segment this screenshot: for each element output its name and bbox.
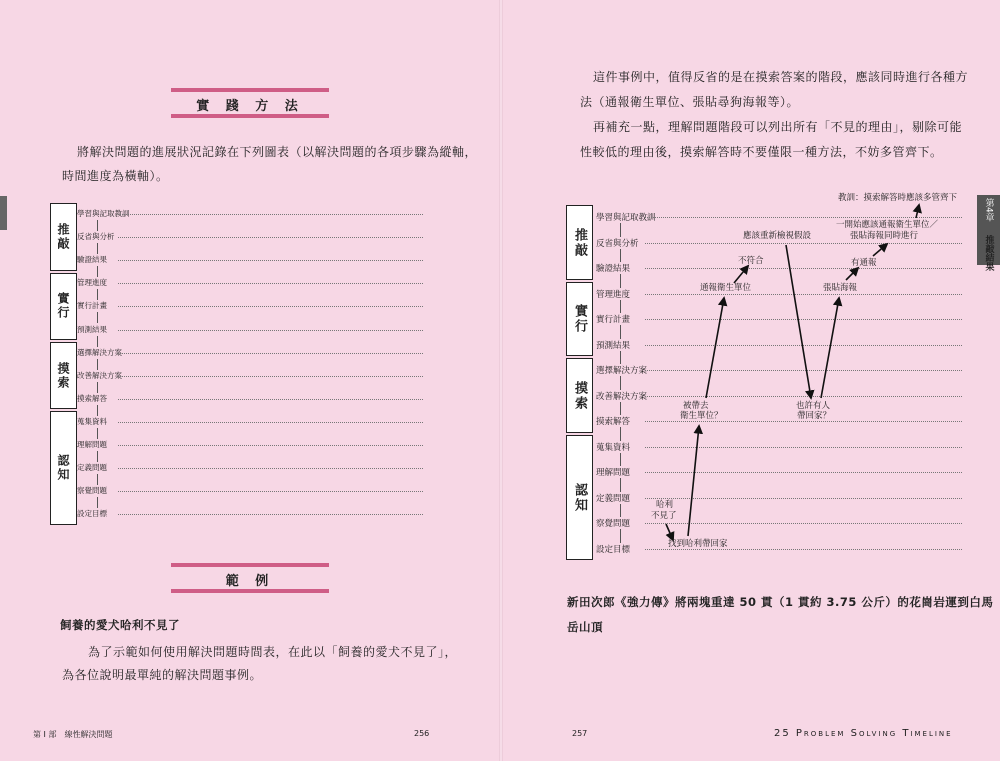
arrow-someone-to-poster — [821, 298, 839, 398]
timeline-category-label: 實行 — [572, 304, 587, 334]
arrow-news-to-parallel — [873, 244, 887, 256]
timeline-category-label: 認知 — [56, 454, 70, 483]
timeline-step-label: 選擇解決方案 — [596, 366, 648, 376]
timeline-category-label: 推敲 — [56, 223, 70, 252]
timeline-step-label: 選擇解決方案 — [77, 347, 122, 357]
example-line-2: 為各位說明最單純的解決問題事例。 — [62, 668, 263, 682]
para1-line-2: 法（通報衛生單位、張貼尋狗海報等）。 — [580, 95, 800, 109]
timeline-step-label: 學習與記取教訓 — [596, 213, 656, 223]
annotation-bring-back: 找到哈利帶回家 — [668, 539, 728, 549]
timeline-step-label: 反省與分析 — [596, 238, 639, 249]
annotation-recheck: 應該重新檢視假設 — [743, 231, 812, 241]
timeline-category-label: 推敲 — [572, 227, 587, 258]
intro-line-1: 將解決問題的進展狀況記錄在下列圖表（以解決問題的各項步驟為縱軸， — [77, 145, 478, 159]
timeline-step-label: 改善解決方案 — [596, 391, 648, 402]
timeline-step-label: 實行計畫 — [596, 315, 631, 325]
annotation-has-news: 有通報 — [851, 258, 877, 268]
page-number-right: 257 — [572, 729, 588, 738]
timeline-step-label: 摸索解答 — [77, 393, 107, 403]
annotation-taken-2: 衛生單位？ — [680, 411, 723, 421]
timeline-step-label: 學習與記取教訓 — [77, 209, 130, 218]
timeline-step-label: 定義問題 — [596, 493, 631, 504]
timeline-step-label: 蒐集資料 — [77, 416, 107, 426]
timeline-category-label: 實行 — [56, 292, 70, 321]
arrow-notify-to-not-match — [734, 266, 748, 283]
timeline-step-label: 察覺問題 — [596, 519, 631, 529]
arrow-taken-to-notify — [706, 298, 724, 398]
annotation-taken-1: 被帶去 — [683, 401, 709, 411]
caption-line-2: 岳山頂 — [567, 620, 603, 634]
example-line-1: 為了示範如何使用解決問題時間表，在此以「飼養的愛犬不見了」， — [88, 645, 458, 659]
timeline-step-label: 理解問題 — [596, 468, 631, 478]
timeline-category-label: 摸索 — [572, 380, 587, 411]
footer-right: 25 Problem Solving Timeline — [774, 728, 953, 739]
arrow-harry-to-bring-back — [666, 524, 673, 540]
arrow-bring-back-to-taken — [688, 426, 699, 536]
annotation-harry-1: 哈利 — [656, 500, 674, 510]
arrow-recheck-to-someone — [786, 245, 811, 398]
intro-line-2: 時間進度為橫軸）。 — [62, 169, 169, 183]
annotation-post-poster: 張貼海報 — [823, 283, 858, 293]
timeline-category-label: 摸索 — [56, 361, 70, 390]
timeline-step-label: 定義問題 — [77, 463, 107, 473]
timeline-step-label: 預測結果 — [77, 324, 107, 334]
timeline-step-label: 設定目標 — [596, 544, 631, 555]
annotation-lesson: 教訓：摸索解答時應該多管齊下 — [838, 193, 958, 203]
timeline-step-label: 管理進度 — [596, 289, 631, 300]
footer-left: 第 I 部 線性解決問題 — [33, 730, 113, 739]
chapter-tab-title: 推敲結果 — [983, 235, 994, 271]
timeline-step-label: 管理進度 — [77, 278, 107, 288]
timeline-step-label: 驗證結果 — [596, 264, 631, 274]
timeline-step-label: 摸索解答 — [596, 417, 631, 427]
timeline-step-label: 預測結果 — [596, 340, 631, 351]
annotation-not-match: 不符合 — [738, 256, 764, 266]
example-heading: 範 例 — [171, 563, 329, 593]
timeline-step-label: 反省與分析 — [77, 232, 115, 242]
timeline-step-label: 蒐集資料 — [596, 442, 631, 453]
timeline-step-label: 設定目標 — [77, 509, 107, 519]
annotation-parallel-1: 一開始應該通報衛生單位／ — [836, 220, 939, 230]
timeline-step-label: 實行計畫 — [77, 301, 107, 311]
page-number-left: 256 — [414, 729, 430, 738]
annotation-someone-2: 帶回家？ — [797, 411, 832, 421]
arrow-poster-to-news — [846, 268, 858, 280]
annotation-harry-2: 不見了 — [651, 511, 677, 521]
arrow-parallel-to-lesson — [916, 205, 919, 218]
timeline-step-label: 改善解決方案 — [77, 370, 122, 380]
timeline-step-label: 理解問題 — [77, 440, 107, 449]
method-heading: 實 踐 方 法 — [171, 88, 329, 118]
annotation-parallel-2: 張貼海報同時進行 — [850, 231, 919, 241]
para2-line-1: 再補充一點，理解問題階段可以列出所有「不見的理由」，剔除可能 — [593, 120, 963, 134]
annotation-notify-health: 通報衛生單位 — [700, 283, 752, 293]
chapter-tab: 第4章 — [977, 195, 1000, 265]
caption-line-1: 新田次郎《強力傳》將兩塊重達 50 貫（1 貫約 3.75 公斤）的花崗岩運到白馬 — [567, 595, 994, 609]
annotation-someone-1: 也許有人 — [796, 401, 831, 411]
example-title: 飼養的愛犬哈利不見了 — [60, 618, 180, 632]
para1-line-1: 這件事例中，值得反省的是在摸索答案的階段，應該同時進行各種方 — [593, 70, 969, 84]
timeline-category-label: 認知 — [572, 482, 587, 513]
para2-line-2: 性較低的理由後，摸索解答時不要僅限一種方法，不妨多管齊下。 — [580, 145, 943, 159]
timeline-step-label: 察覺問題 — [77, 486, 107, 496]
timeline-step-label: 驗證結果 — [77, 255, 107, 265]
